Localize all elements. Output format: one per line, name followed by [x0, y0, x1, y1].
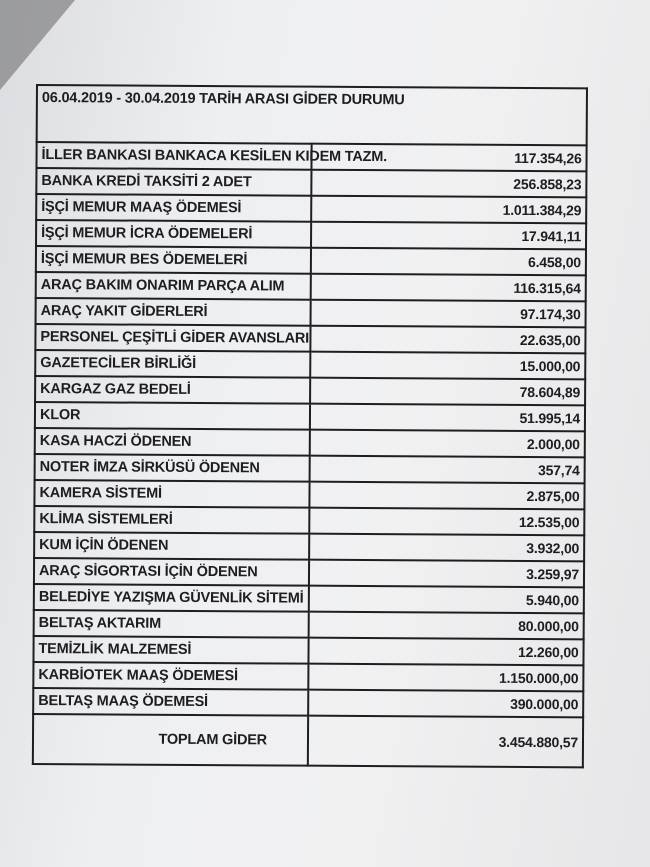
table-row [34, 532, 584, 561]
expense-label: KUM İÇİN ÖDENEN [34, 532, 309, 560]
expense-value: 1.011.384,29 [311, 196, 586, 224]
expense-value: 3.259,97 [309, 560, 584, 588]
table-row [33, 688, 583, 717]
title-row [37, 85, 587, 145]
expense-label: KARGAZ GAZ BEDELİ [35, 376, 310, 404]
document-title: 06.04.2019 - 30.04.2019 TARİH ARASI GİDER DURUMU [37, 85, 587, 145]
table-row [36, 168, 586, 197]
total-label: TOPLAM GİDER [33, 714, 308, 766]
expense-label: ARAÇ BAKIM ONARIM PARÇA ALIM [36, 272, 311, 300]
expense-document [32, 84, 588, 768]
expense-value: 97.174,30 [311, 300, 586, 328]
table-row [36, 220, 586, 249]
expense-label: İLLER BANKASI BANKACA KESİLEN KIDEM TAZM. [36, 142, 311, 170]
expense-value: 2.875,00 [309, 482, 584, 510]
expense-label: İŞÇİ MEMUR İCRA ÖDEMELERİ [36, 220, 311, 248]
expense-label: BELEDİYE YAZIŞMA GÜVENLİK SİTEMİ [34, 584, 309, 612]
table-row [35, 350, 585, 379]
table-row [35, 428, 585, 457]
table-row [36, 272, 586, 301]
table-row [34, 584, 584, 613]
expense-label: KLOR [35, 402, 310, 430]
expense-label: İŞÇİ MEMUR MAAŞ ÖDEMESİ [36, 194, 311, 222]
table-row [34, 558, 584, 587]
table-row [35, 376, 585, 405]
expense-value: 17.941,11 [311, 222, 586, 250]
expense-label: PERSONEL ÇEŞİTLİ GİDER AVANSLARI [35, 324, 310, 352]
expense-value: 15.000,00 [310, 352, 585, 380]
table-row [34, 610, 584, 639]
expense-value: 390.000,00 [308, 690, 583, 718]
expense-value: 12.260,00 [308, 638, 583, 666]
expense-value: 51.995,14 [310, 404, 585, 432]
table-row [33, 662, 583, 691]
expense-value: 78.604,89 [310, 378, 585, 406]
expense-value: 357,74 [310, 456, 585, 484]
expense-value: 117.354,26 [311, 144, 586, 172]
expense-value: 22.635,00 [310, 326, 585, 354]
expense-label: TEMİZLİK MALZEMESİ [33, 636, 308, 664]
background-object [0, 0, 75, 90]
expense-value: 6.458,00 [311, 248, 586, 276]
expense-table [32, 84, 588, 768]
expense-label: KASA HACZİ ÖDENEN [35, 428, 310, 456]
table-row [35, 454, 585, 483]
expense-label: BELTAŞ MAAŞ ÖDEMESİ [33, 688, 308, 716]
expense-value: 80.000,00 [309, 612, 584, 640]
expense-label: BELTAŞ AKTARIM [34, 610, 309, 638]
expense-value: 116.315,64 [311, 274, 586, 302]
table-row [34, 480, 584, 509]
total-row [33, 714, 583, 767]
expense-value: 256.858,23 [311, 170, 586, 198]
total-value: 3.454.880,57 [308, 716, 583, 768]
table-row [36, 246, 586, 275]
expense-label: İŞÇİ MEMUR BES ÖDEMELERİ [36, 246, 311, 274]
expense-value: 1.150.000,00 [308, 664, 583, 692]
table-row [36, 142, 586, 171]
table-row [34, 506, 584, 535]
expense-label: BANKA KREDİ TAKSİTİ 2 ADET [36, 168, 311, 196]
expense-label: ARAÇ YAKIT GİDERLERİ [36, 298, 311, 326]
expense-label: GAZETECİLER BİRLİĞİ [35, 350, 310, 378]
expense-label: NOTER İMZA SİRKÜSÜ ÖDENEN [35, 454, 310, 482]
table-row [35, 324, 585, 353]
table-row [36, 194, 586, 223]
expense-value: 3.932,00 [309, 534, 584, 562]
expense-label: KAMERA SİSTEMİ [34, 480, 309, 508]
expense-label: KLİMA SİSTEMLERİ [34, 506, 309, 534]
table-row [33, 636, 583, 665]
table-row [36, 298, 586, 327]
expense-label: ARAÇ SİGORTASI İÇİN ÖDENEN [34, 558, 309, 586]
expense-value: 5.940,00 [309, 586, 584, 614]
expense-value: 2.000,00 [310, 430, 585, 458]
table-row [35, 402, 585, 431]
expense-label: KARBİOTEK MAAŞ ÖDEMESİ [33, 662, 308, 690]
expense-value: 12.535,00 [309, 508, 584, 536]
